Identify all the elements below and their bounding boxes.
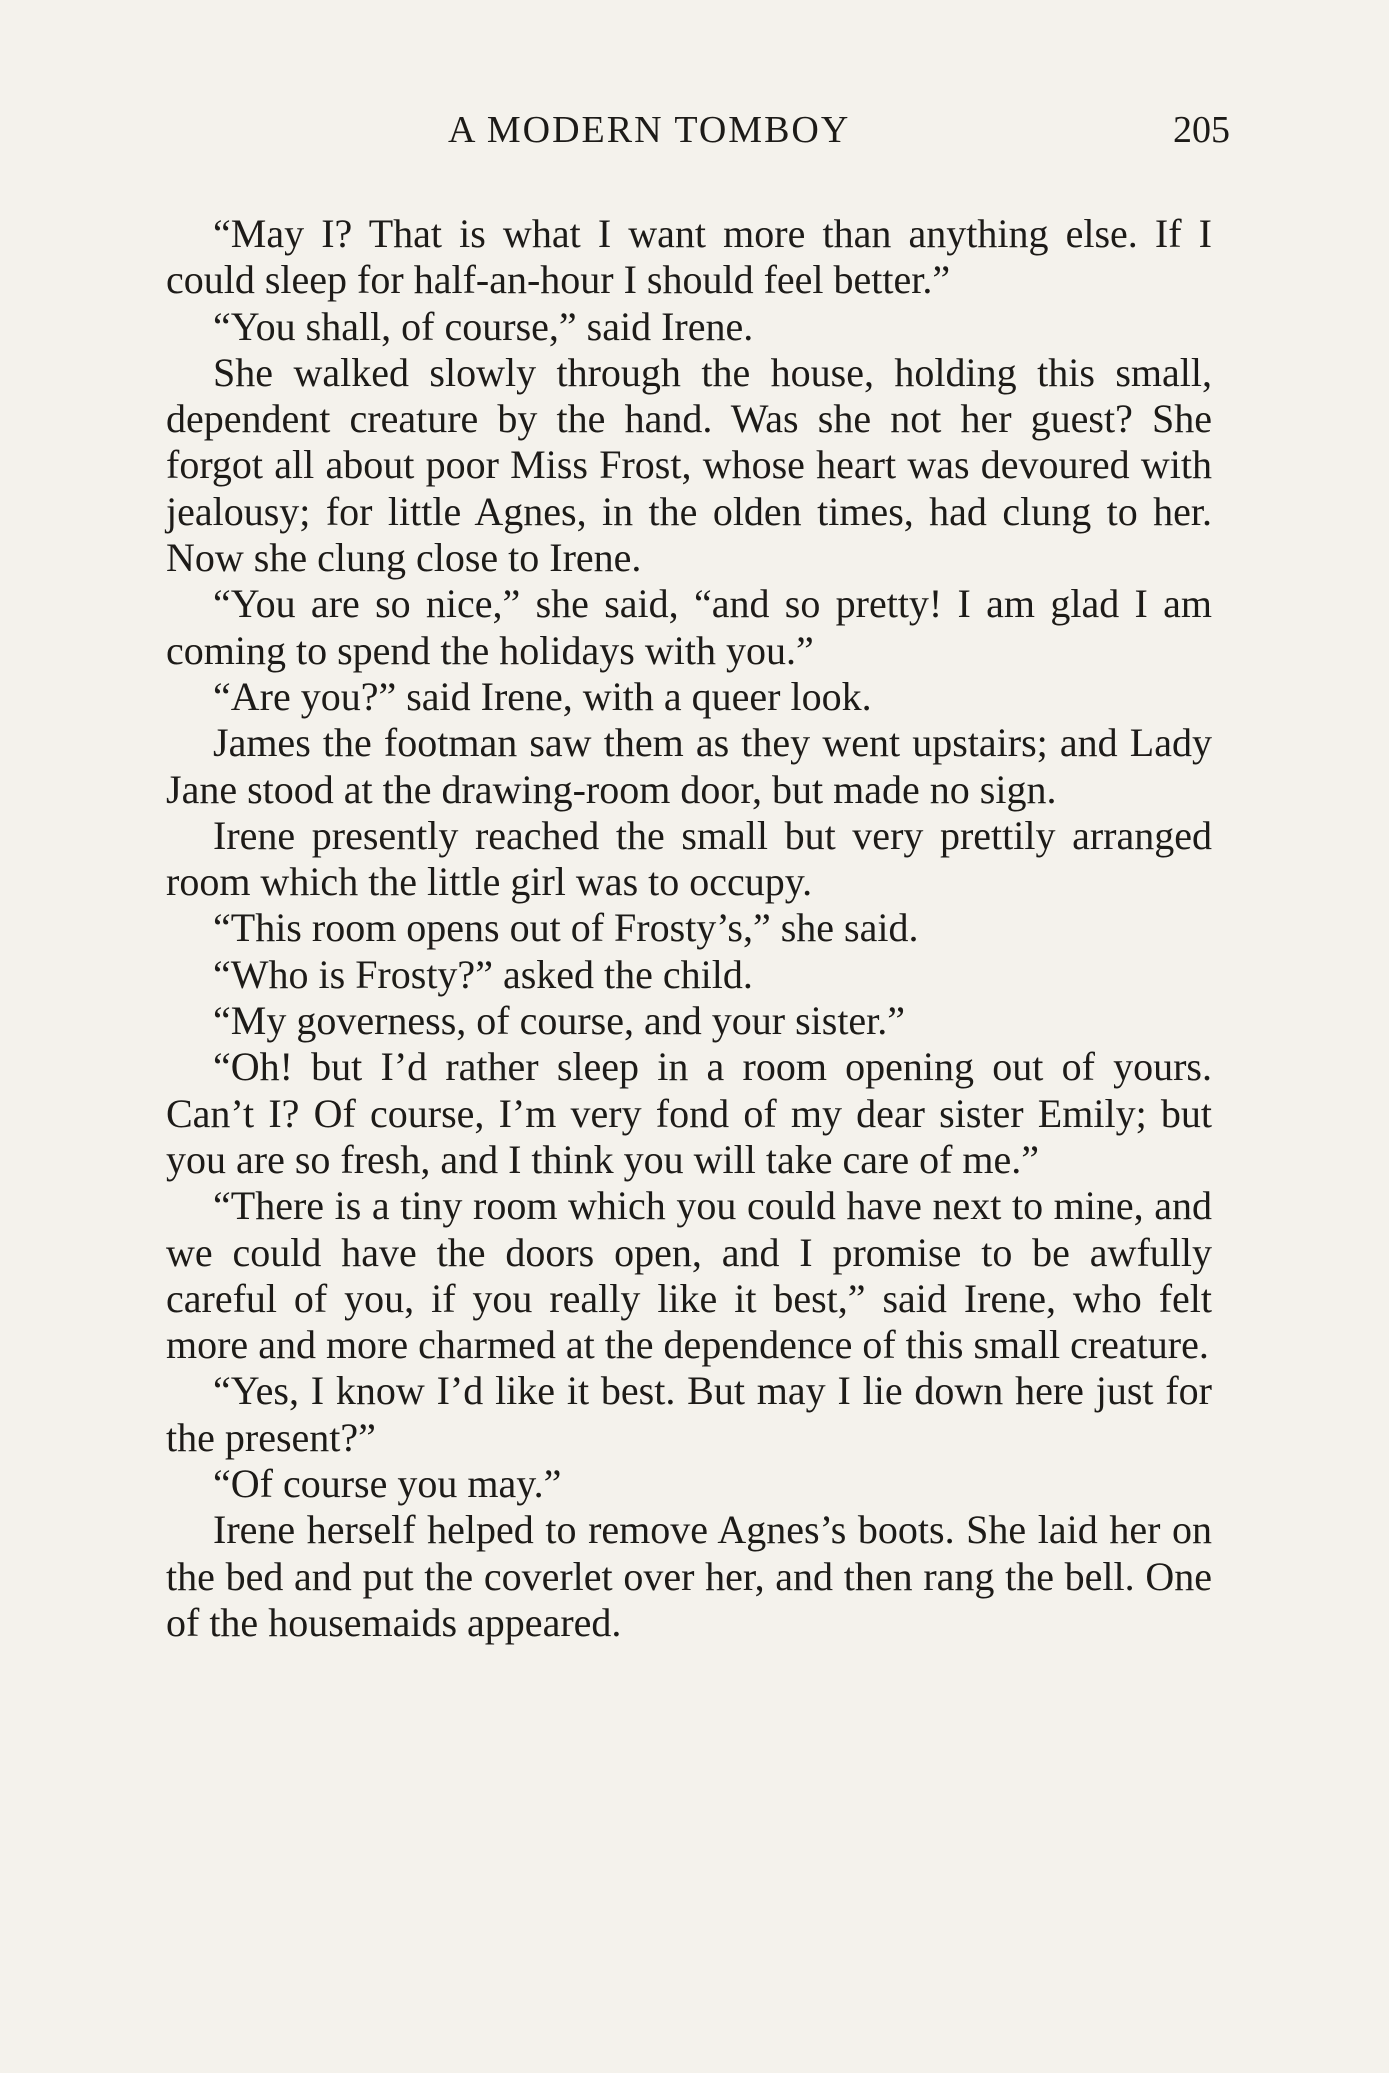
running-header bbox=[168, 108, 1230, 158]
paragraph: “Yes, I know I’d like it best. But may I lie down here just for the present?” bbox=[166, 1368, 1212, 1460]
paragraph: Irene presently reached the small but very prettily arranged room which the little girl was to occupy. bbox=[166, 812, 1212, 905]
paragraph: “May I? That is what I want more than anything else. If I could sleep for half-an-hour I should feel better.” bbox=[166, 211, 1212, 303]
paragraph: James the footman saw them as they went upstairs; and Lady Jane stood at the drawing-room door, but made no sign. bbox=[166, 720, 1212, 812]
paragraph: “Who is Frosty?” asked the child. bbox=[213, 951, 753, 997]
paragraph: “This room opens out of Frosty’s,” she said. bbox=[213, 905, 919, 951]
page-number: 205 bbox=[1173, 109, 1230, 151]
body-text bbox=[166, 211, 1212, 1646]
paragraph: “Oh! but I’d rather sleep in a room opening out of yours. Can’t I? Of course, I’m very fond of my dear sister Emily; but you are so fresh, and I think you will take care of me.” bbox=[166, 1044, 1212, 1182]
paragraph: “My governess, of course, and your sister.” bbox=[213, 998, 906, 1044]
paragraph: Irene herself helped to remove Agnes’s boots. She laid her on the bed and put the coverlet over her, and then rang the bell. One of the housemaids appeared. bbox=[166, 1507, 1212, 1645]
paragraph: She walked slowly through the house, holding this small, dependent creature by the hand. Was she not her guest? She forgot all about poor Miss Frost, whose heart was devoured with jealousy; for little Agnes, in the olden times, had clung to her. Now she clung close to Irene. bbox=[166, 349, 1212, 581]
paragraph: “There is a tiny room which you could have next to mine, and we could have the doors open, and I promise to be awfully careful of you, if you really like it best,” said Irene, who felt more and more charmed at the dependence of this small creature. bbox=[166, 1183, 1212, 1368]
running-title: A MODERN TOMBOY bbox=[448, 109, 851, 151]
paragraph: “Of course you may.” bbox=[213, 1461, 562, 1507]
paragraph: “You shall, of course,” said Irene. bbox=[213, 303, 754, 349]
paragraph: “You are so nice,” she said, “and so pretty! I am glad I am coming to spend the holidays with you.” bbox=[166, 581, 1212, 673]
paragraph: “Are you?” said Irene, with a queer look. bbox=[213, 673, 872, 719]
